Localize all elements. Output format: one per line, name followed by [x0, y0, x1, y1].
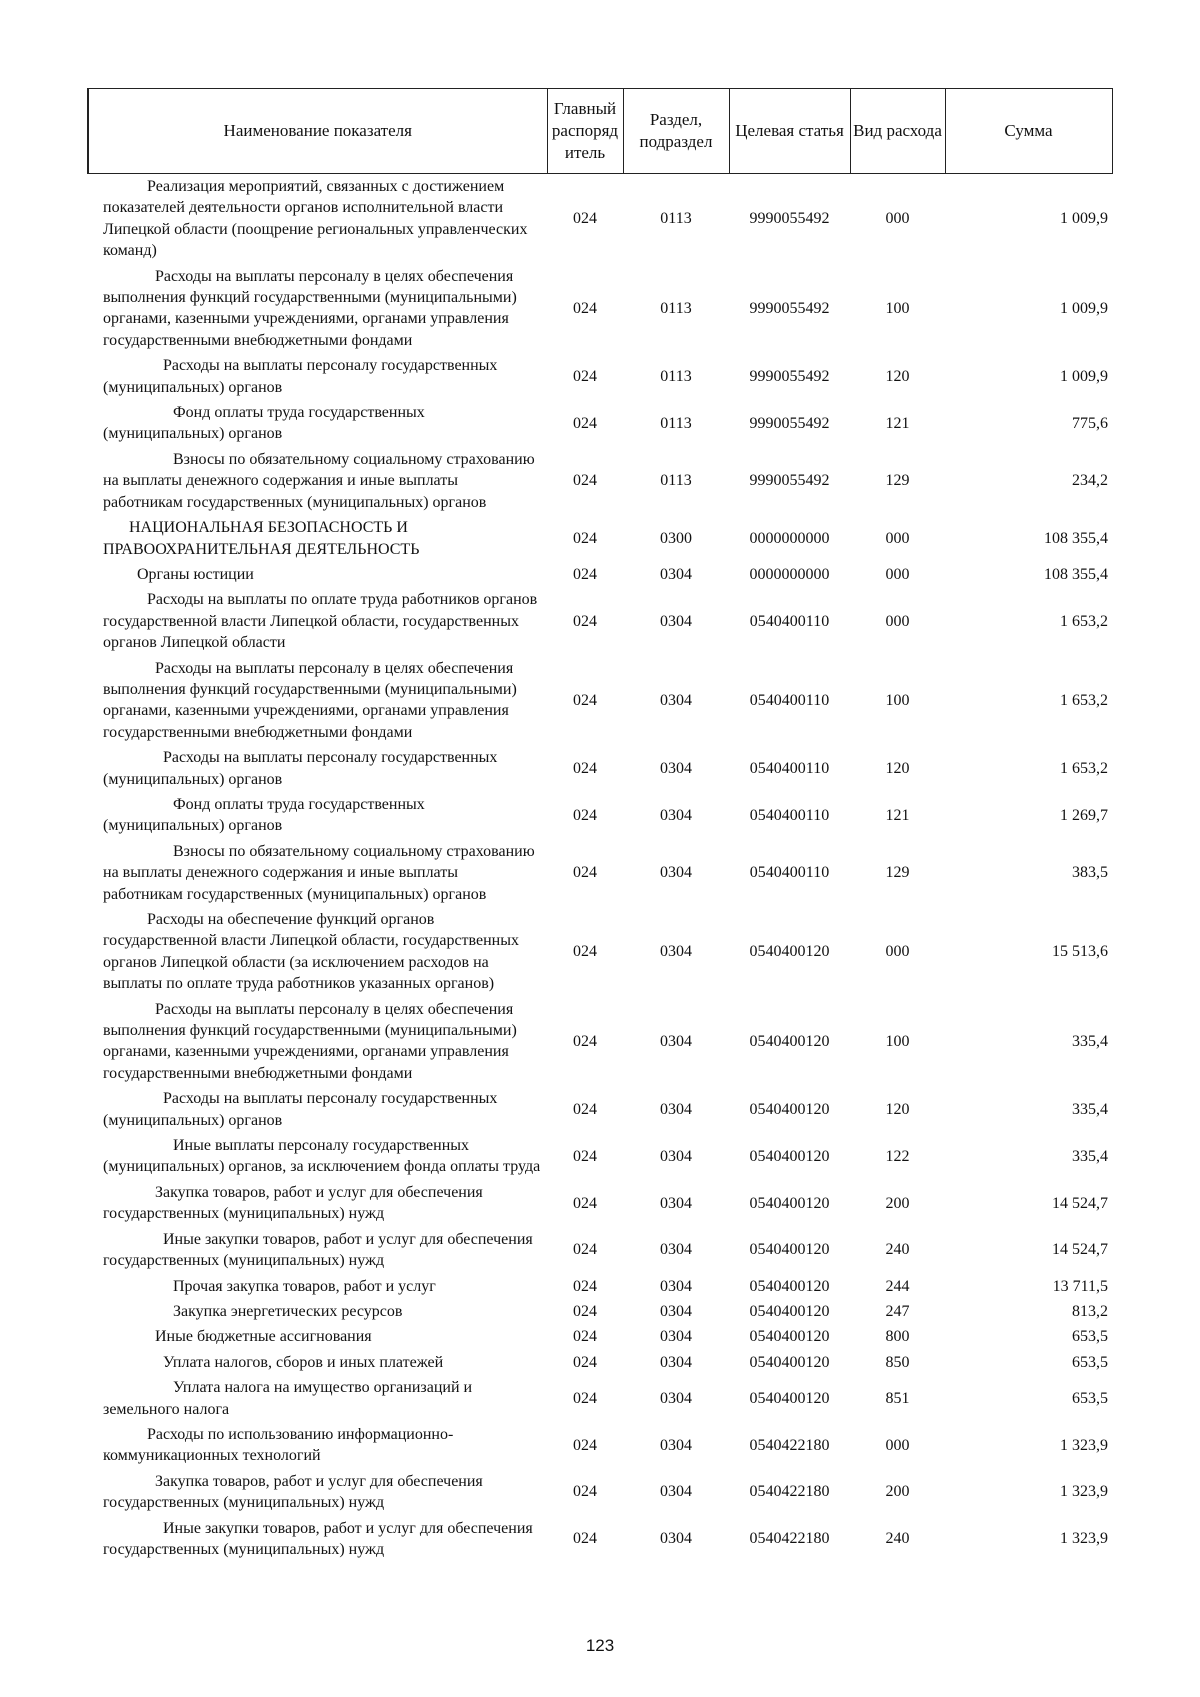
row-name: [88, 174, 547, 264]
row-kind: 000: [885, 529, 910, 547]
row-kind: 129: [885, 864, 910, 882]
row-target: 0540400120: [749, 1389, 830, 1407]
row-name-text: Расходы на обеспечение функций органов государственной власти Липецкой области, государственных органов Липецкой области (за исключением расходов на выплаты по оплате труда работников указанных органов): [103, 911, 519, 993]
row-section: 0300: [660, 529, 692, 547]
table-row: [88, 447, 1112, 515]
row-kind: 247: [885, 1302, 910, 1320]
row-sum: 1 009,9: [1060, 299, 1108, 317]
row-target: 0000000000: [749, 565, 830, 583]
row-kind: 200: [885, 1483, 910, 1501]
row-admin: 024: [573, 1194, 597, 1212]
table-row: [88, 656, 1112, 746]
row-section: 0304: [660, 1483, 692, 1501]
row-sum: 653,5: [1072, 1353, 1108, 1371]
row-name: [88, 745, 547, 792]
row-section: 0113: [660, 414, 692, 432]
row-sum: 13 711,5: [1052, 1277, 1108, 1295]
row-sum: 335,4: [1072, 1147, 1108, 1165]
row-name: [88, 447, 547, 515]
row-kind: 121: [885, 806, 910, 824]
row-section: 0304: [660, 1032, 692, 1050]
row-section: 0304: [660, 1302, 692, 1320]
row-target: 0000000000: [749, 529, 830, 547]
row-target: 9990055492: [749, 210, 830, 228]
row-section: 0304: [660, 691, 692, 709]
row-sum: 1 323,9: [1060, 1483, 1108, 1501]
row-admin: 024: [573, 1389, 597, 1407]
row-target: 0540400110: [749, 864, 830, 882]
row-section: 0304: [660, 1241, 692, 1259]
row-sum: 1 009,9: [1060, 367, 1108, 385]
row-name-text: Расходы по использованию информационно-коммуникационных технологий: [103, 1425, 454, 1465]
row-name: [88, 1375, 547, 1422]
row-admin: 024: [573, 529, 597, 547]
row-sum: 1 653,2: [1060, 691, 1108, 709]
row-name: [88, 1180, 547, 1227]
row-target: 9990055492: [749, 367, 830, 385]
row-name-text: Расходы на выплаты персоналу государственных (муниципальных) органов: [103, 1090, 498, 1129]
table-row: [88, 1299, 1112, 1324]
table-body: [88, 174, 1112, 1563]
row-section: 0113: [660, 367, 692, 385]
row-name-text: Фонд оплаты труда государственных (муниципальных) органов: [103, 795, 425, 835]
page-number: 123: [585, 1636, 615, 1655]
row-name: [88, 1299, 547, 1324]
row-name-text: Иные выплаты персоналу государственных (муниципальных) органов, за исключением фонда оплаты труда: [103, 1137, 541, 1176]
table-row: [88, 400, 1112, 447]
row-sum: 813,2: [1072, 1302, 1108, 1320]
row-kind: 120: [885, 1100, 910, 1118]
row-name: [88, 1469, 547, 1516]
row-admin: 024: [573, 691, 597, 709]
row-name-text: Иные бюджетные ассигнования: [155, 1328, 372, 1346]
row-name: [88, 353, 547, 400]
table-row: [88, 515, 1112, 562]
row-name-text: Закупка товаров, работ и услуг для обеспечения государственных (муниципальных) нужд: [103, 1183, 483, 1223]
row-target: 0540400120: [749, 1147, 830, 1165]
table-row: [88, 1274, 1112, 1299]
row-target: 0540400110: [749, 806, 830, 824]
row-name: [88, 997, 547, 1087]
row-name: [88, 907, 547, 997]
row-target: 0540400120: [749, 1194, 830, 1212]
row-name-text: Расходы на выплаты персоналу государственных (муниципальных) органов: [103, 357, 498, 396]
row-kind: 240: [885, 1530, 910, 1548]
row-sum: 1 269,7: [1060, 806, 1108, 824]
row-sum: 1 323,9: [1060, 1436, 1108, 1454]
row-admin: 024: [573, 943, 597, 961]
budget-table: [87, 88, 1113, 1562]
row-name: [88, 1350, 547, 1375]
row-sum: 15 513,6: [1052, 943, 1108, 961]
table-row: [88, 1133, 1112, 1180]
row-admin: 024: [573, 1353, 597, 1371]
row-name: [88, 1516, 547, 1563]
row-section: 0304: [660, 943, 692, 961]
row-kind: 120: [885, 759, 910, 777]
row-kind: 000: [885, 1436, 910, 1454]
row-name: [88, 1274, 547, 1299]
row-name: [88, 1422, 547, 1469]
row-admin: 024: [573, 806, 597, 824]
row-target: 0540400120: [749, 1302, 830, 1320]
header-admin: Главный распоряд итель: [547, 89, 623, 174]
row-kind: 000: [885, 612, 910, 630]
header-section: Раздел, подраздел: [623, 89, 729, 174]
row-section: 0304: [660, 1530, 692, 1548]
row-name-text: Уплата налогов, сборов и иных платежей: [163, 1353, 444, 1371]
row-sum: 775,6: [1072, 414, 1108, 432]
row-admin: 024: [573, 1241, 597, 1259]
row-name-text: Иные закупки товаров, работ и услуг для обеспечения государственных (муниципальных) нужд: [103, 1230, 533, 1270]
table-header: [88, 89, 1112, 174]
row-admin: 024: [573, 565, 597, 583]
row-admin: 024: [573, 210, 597, 228]
row-kind: 000: [885, 943, 910, 961]
table-row: [88, 1516, 1112, 1563]
table-row: [88, 745, 1112, 792]
row-name: [88, 656, 547, 746]
row-section: 0304: [660, 759, 692, 777]
row-kind: 200: [885, 1194, 910, 1212]
table-row: [88, 1324, 1112, 1349]
row-target: 0540422180: [749, 1530, 830, 1548]
row-target: 0540400110: [749, 759, 830, 777]
table-row: [88, 587, 1112, 655]
row-admin: 024: [573, 472, 597, 490]
row-kind: 244: [885, 1277, 910, 1295]
row-sum: 335,4: [1072, 1100, 1108, 1118]
row-section: 0113: [660, 210, 692, 228]
row-sum: 1 323,9: [1060, 1530, 1108, 1548]
row-section: 0304: [660, 1147, 692, 1165]
row-name: [88, 587, 547, 655]
row-name-text: Органы юстиции: [137, 565, 254, 583]
row-sum: 335,4: [1072, 1032, 1108, 1050]
row-name-text: Прочая закупка товаров, работ и услуг: [173, 1277, 436, 1295]
row-target: 9990055492: [749, 299, 830, 317]
row-admin: 024: [573, 1100, 597, 1118]
row-name: [88, 264, 547, 354]
row-section: 0304: [660, 1353, 692, 1371]
row-name: [88, 1227, 547, 1274]
row-name-text: Уплата налога на имущество организаций и земельного налога: [103, 1379, 473, 1418]
table-row: [88, 1469, 1112, 1516]
row-sum: 1 009,9: [1060, 210, 1108, 228]
table-row: [88, 1180, 1112, 1227]
row-name: [88, 1324, 547, 1349]
row-admin: 024: [573, 1032, 597, 1050]
row-section: 0304: [660, 1194, 692, 1212]
row-name-text: Закупка товаров, работ и услуг для обеспечения государственных (муниципальных) нужд: [103, 1472, 483, 1512]
row-kind: 000: [885, 210, 910, 228]
row-target: 9990055492: [749, 472, 830, 490]
row-name-text: Взносы по обязательному социальному страхованию на выплаты денежного содержания и иные выплаты работникам государственных (муниципальных) органов: [103, 842, 535, 903]
table-row: [88, 1227, 1112, 1274]
table-row: [88, 562, 1112, 587]
row-section: 0304: [660, 1328, 692, 1346]
row-name: [88, 515, 547, 562]
row-target: 0540400120: [749, 1328, 830, 1346]
row-kind: 240: [885, 1241, 910, 1259]
row-admin: 024: [573, 759, 597, 777]
row-name: [88, 792, 547, 839]
row-admin: 024: [573, 1328, 597, 1346]
table-row: [88, 1350, 1112, 1375]
header-name: Наименование показателя: [88, 89, 547, 174]
row-section: 0304: [660, 1277, 692, 1295]
row-name: [88, 839, 547, 907]
table-row: [88, 1086, 1112, 1133]
row-name-text: Закупка энергетических ресурсов: [173, 1302, 403, 1320]
table-row: [88, 353, 1112, 400]
table-row: [88, 1375, 1112, 1422]
row-name-text: НАЦИОНАЛЬНАЯ БЕЗОПАСНОСТЬ И ПРАВООХРАНИТЕЛЬНАЯ ДЕЯТЕЛЬНОСТЬ: [103, 519, 420, 558]
row-kind: 800: [885, 1328, 910, 1346]
row-name-text: Реализация мероприятий, связанных с достижением показателей деятельности органов исполнительной власти Липецкой области (поощрение региональных управленческих команд): [103, 178, 528, 260]
row-section: 0304: [660, 806, 692, 824]
row-name: [88, 562, 547, 587]
row-target: 0540400120: [749, 1032, 830, 1050]
row-sum: 108 355,4: [1044, 565, 1108, 583]
row-kind: 100: [885, 691, 910, 709]
row-name-text: Расходы на выплаты по оплате труда работников органов государственной власти Липецкой области, государственных органов Липецкой области: [103, 591, 538, 652]
row-kind: 120: [885, 367, 910, 385]
row-section: 0304: [660, 612, 692, 630]
row-kind: 850: [885, 1353, 910, 1371]
header-target: Целевая статья: [729, 89, 850, 174]
row-kind: 122: [885, 1147, 910, 1165]
row-sum: 1 653,2: [1060, 759, 1108, 777]
row-target: 0540422180: [749, 1436, 830, 1454]
table-row: [88, 907, 1112, 997]
row-name: [88, 1133, 547, 1180]
row-admin: 024: [573, 864, 597, 882]
table-row: [88, 839, 1112, 907]
row-name-text: Расходы на выплаты персоналу в целях обеспечения выполнения функций государственными (муниципальными) органами, казенными учреждениями, органами управления государственными внебюджетными фондами: [103, 267, 517, 349]
row-section: 0304: [660, 1436, 692, 1454]
table-row: [88, 174, 1112, 264]
row-sum: 108 355,4: [1044, 529, 1108, 547]
row-sum: 234,2: [1072, 472, 1108, 490]
row-kind: 100: [885, 299, 910, 317]
row-admin: 024: [573, 414, 597, 432]
row-sum: 653,5: [1072, 1389, 1108, 1407]
row-section: 0304: [660, 1100, 692, 1118]
row-admin: 024: [573, 367, 597, 385]
row-kind: 129: [885, 472, 910, 490]
row-section: 0304: [660, 864, 692, 882]
row-section: 0113: [660, 299, 692, 317]
row-sum: 14 524,7: [1052, 1194, 1108, 1212]
row-name-text: Расходы на выплаты персоналу в целях обеспечения выполнения функций государственными (муниципальными) органами, казенными учреждениями, органами управления государственными внебюджетными фондами: [103, 659, 517, 741]
row-admin: 024: [573, 299, 597, 317]
row-kind: 121: [885, 414, 910, 432]
row-admin: 024: [573, 1530, 597, 1548]
row-admin: 024: [573, 1436, 597, 1454]
row-section: 0304: [660, 565, 692, 583]
row-name-text: Взносы по обязательному социальному страхованию на выплаты денежного содержания и иные выплаты работникам государственных (муниципальных) органов: [103, 450, 535, 511]
row-target: 0540400120: [749, 1100, 830, 1118]
row-kind: 851: [885, 1389, 910, 1407]
row-admin: 024: [573, 1302, 597, 1320]
row-sum: 383,5: [1072, 864, 1108, 882]
row-admin: 024: [573, 1483, 597, 1501]
table-row: [88, 792, 1112, 839]
header-sum: Сумма: [945, 89, 1112, 174]
row-name-text: Расходы на выплаты персоналу государственных (муниципальных) органов: [103, 749, 498, 788]
row-target: 0540400120: [749, 1277, 830, 1295]
table-row: [88, 264, 1112, 354]
row-kind: 000: [885, 565, 910, 583]
row-section: 0113: [660, 472, 692, 490]
row-admin: 024: [573, 612, 597, 630]
row-target: 0540400110: [749, 612, 830, 630]
row-target: 9990055492: [749, 414, 830, 432]
header-kind: Вид расхода: [850, 89, 945, 174]
row-target: 0540400120: [749, 1353, 830, 1371]
row-name-text: Расходы на выплаты персоналу в целях обеспечения выполнения функций государственными (муниципальными) органами, казенными учреждениями, органами управления государственными внебюджетными фондами: [103, 1000, 517, 1082]
row-admin: 024: [573, 1277, 597, 1295]
row-name-text: Иные закупки товаров, работ и услуг для обеспечения государственных (муниципальных) нужд: [103, 1519, 533, 1558]
row-kind: 100: [885, 1032, 910, 1050]
table-row: [88, 997, 1112, 1087]
row-section: 0304: [660, 1389, 692, 1407]
table-row: [88, 1422, 1112, 1469]
row-target: 0540422180: [749, 1483, 830, 1501]
row-target: 0540400120: [749, 1241, 830, 1259]
row-name-text: Фонд оплаты труда государственных (муниципальных) органов: [103, 404, 425, 443]
row-sum: 653,5: [1072, 1328, 1108, 1346]
row-sum: 1 653,2: [1060, 612, 1108, 630]
row-target: 0540400110: [749, 691, 830, 709]
row-name: [88, 400, 547, 447]
row-name: [88, 1086, 547, 1133]
row-target: 0540400120: [749, 943, 830, 961]
row-sum: 14 524,7: [1052, 1241, 1108, 1259]
row-admin: 024: [573, 1147, 597, 1165]
